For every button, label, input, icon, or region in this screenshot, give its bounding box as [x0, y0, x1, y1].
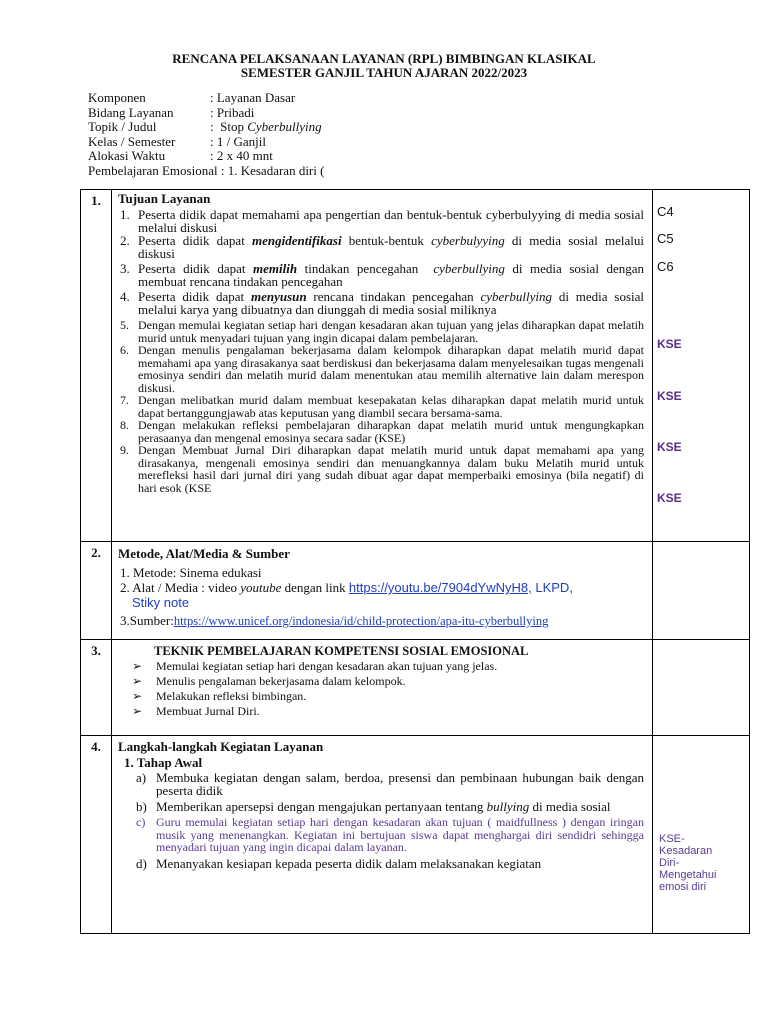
objective-item: 2. Peserta didik dapat mengidentifikasi bentuk-bentuk cyberbulyying di media sosial melalui diskusi: [120, 233, 644, 261]
section-number: 2.: [81, 542, 112, 640]
document-title-line1: RENCANA PELAKSANAAN LAYANAN (RPL) BIMBINGAN KLASIKAL: [172, 51, 596, 66]
objective-item: 7. Dengan melibatkan murid dalam membuat kesepakatan kelas diharapkan dapat melatih murid untuk dapat bertanggungjawab atas keputusan yang diambil secara bersama-sama.: [120, 393, 644, 420]
arrow-bullet-icon: ➢: [132, 659, 143, 673]
kse-tag: KSE: [657, 491, 682, 505]
meta-key: Kelas / Semester: [88, 133, 176, 149]
meta-value: : Layanan Dasar: [210, 90, 296, 105]
kse-tag: KSE: [657, 389, 682, 403]
section-row-2: [81, 542, 750, 640]
objective-item: 9. Dengan Membuat Jurnal Diri diharapkan dapat melatih murid untuk dapat memahami apa yang dirasakanya, mengenali emosinya sendiri dan menuangkannya dalam buku Melatih murid untuk merefleksi hasil dari jurnal diri yang sudah dibuat agar dapat memperbaiki emosinya (bila negatif) di hari esok (KSE: [120, 443, 644, 495]
meta-value: : Stop: [210, 119, 248, 134]
media-line: 2. Alat / Media : video youtube dengan link https://youtu.be/7904dYwNyH8, LKPD,: [120, 580, 573, 595]
meta-row: [88, 149, 324, 164]
section-heading: Tujuan Layanan: [118, 191, 211, 206]
section-row-3: [81, 640, 750, 736]
objective-item: 6. Dengan menulis pengalaman bekerjasama dalam kelompok diharapkan dapat melatih murid dapat memahami apa yang dirasakanya saat berdiskusi dan bekerjasama dalam menyelesaikan tugas mengenali emosinya sendiri dan melatih murid dalam menentukan atau memilih alternative lain dalam merespon diskusi.: [120, 343, 644, 395]
media-line-cont: Stiky note: [132, 595, 190, 610]
objective-item: 3. Peserta didik dapat memilih tindakan pencegahan cyberbullying di media sosial dengan membuat rencana tindakan pencegahan: [120, 261, 645, 289]
arrow-bullet-icon: ➢: [132, 704, 143, 718]
section-number: 3.: [81, 640, 112, 736]
level-tag: C6: [657, 259, 674, 274]
step-item: d) Menanyakan kesiapan kepada peserta didik dalam melaksanakan kegiatan: [136, 855, 542, 871]
section-side-notes: [653, 640, 750, 736]
section-heading: TEKNIK PEMBELAJARAN KOMPETENSI SOSIAL EMOSIONAL: [154, 644, 529, 658]
youtube-link[interactable]: https://youtu.be/7904dYwNyH8,: [348, 580, 532, 595]
section-heading: Metode, Alat/Media & Sumber: [118, 546, 290, 561]
section-row-1: [81, 190, 750, 542]
kse-tag: KSE: [657, 337, 682, 351]
meta-row: [88, 120, 324, 135]
section-content: [112, 190, 653, 542]
method-block: [112, 562, 652, 629]
meta-row: [88, 91, 324, 106]
section-number: 4.: [81, 736, 112, 934]
technique-item: ➢ Membuat Jurnal Diri.: [132, 704, 260, 718]
unicef-link[interactable]: https://www.unicef.org/indonesia/id/child-protection/apa-itu-cyberbullying: [173, 614, 549, 628]
meta-key: Komponen: [88, 90, 146, 105]
meta-value: : 2 x 40 mnt: [210, 148, 273, 163]
level-tag: C5: [657, 231, 674, 246]
step-item: a) Membuka kegiatan dengan salam, berdoa, presensi dan pembinaan hubungan baik dengan peserta didik: [136, 770, 644, 798]
kse-tag: KSE: [657, 440, 682, 454]
meta-line-emotional: Pembelajaran Emosional : 1. Kesadaran diri (: [88, 162, 325, 178]
objectives-list-small: [120, 319, 644, 494]
steps-list: [112, 771, 652, 870]
meta-row: [88, 135, 324, 150]
meta-key: Alokasi Waktu: [88, 148, 166, 163]
section-row-4: [81, 736, 750, 934]
section-side-notes: [653, 542, 750, 640]
technique-item: ➢ Melakukan refleksi bimbingan.: [132, 689, 307, 703]
section-content: [112, 640, 653, 736]
section-heading: Langkah-langkah Kegiatan Layanan: [118, 739, 324, 754]
section-number: 1.: [81, 190, 112, 542]
meta-value: : Pribadi: [210, 104, 255, 120]
objective-item: 5. Dengan memulai kegiatan setiap hari dengan kesadaran akan tujuan yang jelas diharapkan dapat melatih murid untuk menyadari tujuan yang ingin dicapai dalam pembelajaran.: [120, 318, 644, 345]
arrow-bullet-icon: ➢: [132, 689, 143, 703]
arrow-bullet-icon: ➢: [132, 674, 143, 688]
document-title-line2: SEMESTER GANJIL TAHUN AJARAN 2022/2023: [240, 65, 528, 80]
technique-item: ➢ Memulai kegiatan setiap hari dengan kesadaran akan tujuan yang jelas.: [132, 659, 498, 673]
objective-item: 8. Dengan melakukan refleksi pembelajaran diharapkan dapat melatih murid untuk mengungkapkan perasaanya dan mengenal emosinya secara sadar (KSE): [120, 418, 644, 445]
objective-item: 1. Peserta didik dapat memahami apa pengertian dan bentuk-bentuk cyberbulyying di media sosial melalui diskusi: [120, 207, 644, 235]
plan-table: [80, 189, 750, 934]
objectives-list: [112, 207, 652, 494]
method-line: 1. Metode: Sinema edukasi: [120, 565, 262, 580]
level-tag: C4: [657, 204, 674, 219]
technique-item: ➢ Menulis pengalaman bekerjasama dalam kelompok.: [132, 674, 406, 688]
section-subheading: 1. Tahap Awal: [124, 755, 203, 770]
section-content: [112, 736, 653, 934]
meta-value-italic: Cyberbullying: [247, 119, 322, 134]
section-side-notes: [653, 736, 750, 934]
meta-key: Bidang Layanan: [88, 104, 174, 120]
kse-note: KSE- Kesadaran Diri- Mengetahui emosi diri: [659, 833, 717, 893]
technique-list: [112, 659, 652, 719]
step-item: c) Guru memulai kegiatan setiap hari dengan kesadaran akan tujuan ( maidfullness ) dengan iringan musik yang menenangkan. Kegiatan ini bertujuan siswa dapat menghargai diri sendidri sehingga menyadari tujuan yang ingin dicapai dalam layanan.: [136, 815, 644, 854]
meta-row: [88, 106, 324, 121]
step-item: b) Memberikan apersepsi dengan mengajukan pertanyaan tentang bullying di media sosial: [136, 799, 611, 814]
meta-key: Topik / Judul: [88, 119, 157, 134]
meta-value: : 1 / Ganjil: [210, 133, 266, 149]
meta-block: [88, 91, 324, 178]
source-line: 3.Sumber:https://www.unicef.org/indonesia/id/child-protection/apa-itu-cyberbullying: [120, 613, 549, 628]
section-content: [112, 542, 653, 640]
objective-item: 4. Peserta didik dapat menyusun rencana tindakan pencegahan cyberbullying di media sosial melalui karya yang dibuatnya dan diunggah di media sosial miliknya: [120, 289, 644, 317]
